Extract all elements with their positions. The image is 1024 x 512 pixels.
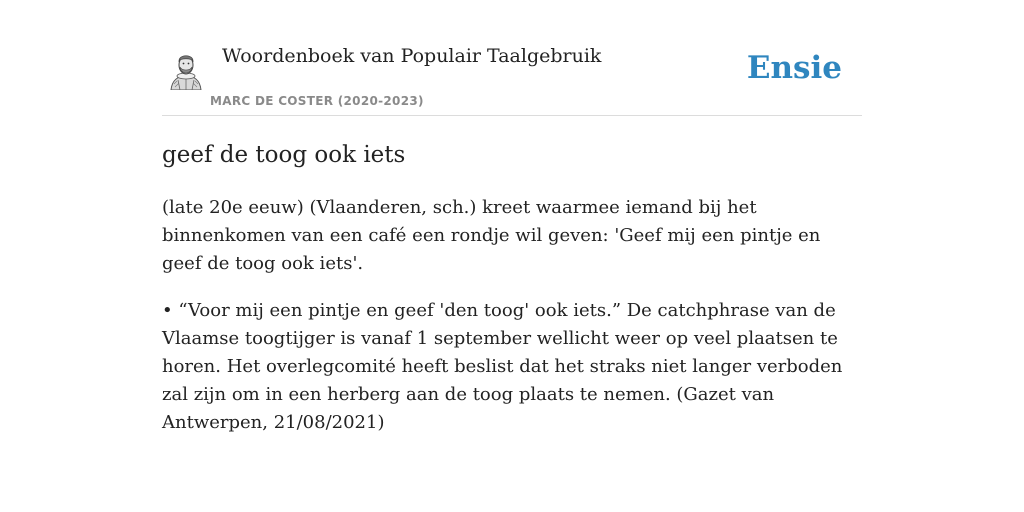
entry-definition: (late 20e eeuw) (Vlaanderen, sch.) kreet waarmee iemand bij het binnenkomen van een café een rondje wil geven: 'Geef mij een pintje en geef de toog ook iets'. <box>162 197 821 274</box>
page-content <box>162 0 862 437</box>
entry-headword: geef de toog ook iets <box>162 142 406 168</box>
ensie-logo-link[interactable]: Ensie <box>746 50 842 86</box>
dictionary-title[interactable]: Woordenboek van Populair Taalgebruik <box>222 45 602 67</box>
engraved-portrait-icon <box>168 50 204 90</box>
dictionary-header <box>162 0 862 116</box>
entry-quote: • “Voor mij een pintje en geef 'den toog' ook iets.” De catchphrase van de Vlaamse toogtijger is vanaf 1 september wellicht weer op veel plaatsen te horen. Het overlegcomité heeft beslist dat het straks niet langer verboden zal zijn om in een herberg aan de toog plaats te nemen. (Gazet van Antwerpen, 21/08/2021) <box>162 300 843 433</box>
author-label: MARC DE COSTER (2020-2023) <box>210 94 424 108</box>
